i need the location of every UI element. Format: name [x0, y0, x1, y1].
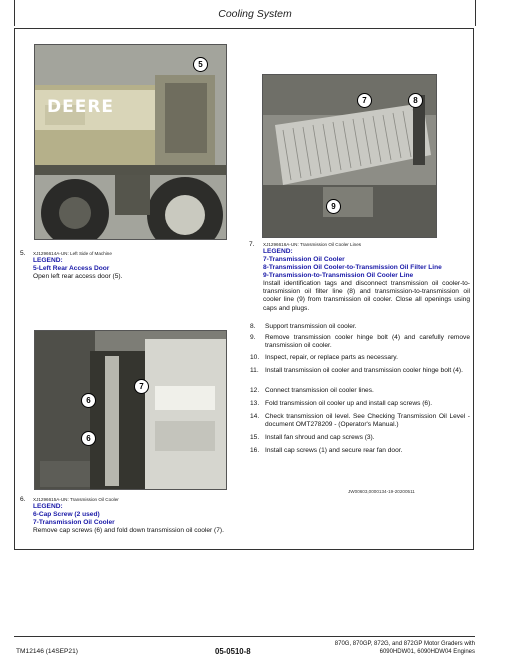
callout-7: 7: [134, 379, 149, 394]
figure-6-legend-title: LEGEND:: [33, 503, 63, 510]
step-number: 8.: [250, 323, 256, 330]
step-text: Inspect, repair, or replace parts as necessary.: [265, 354, 398, 361]
step-number: 9.: [250, 334, 256, 341]
callout-6-upper: 6: [81, 393, 96, 408]
step-number: 15.: [250, 434, 260, 441]
document-reference-code: JW00603,0000134-19-20200511: [348, 489, 415, 494]
figure-6-photo: [34, 330, 227, 490]
footer-manual-id: TM12146 (14SEP21): [16, 648, 78, 655]
page-header-title: Cooling System: [218, 8, 292, 20]
step-number: 10.: [250, 354, 260, 361]
figure-7-legend-item-8: 8-Transmission Oil Cooler-to-Transmission Oil Filter Line: [263, 264, 442, 271]
step-number: 13.: [250, 400, 260, 407]
footer-rule: [14, 636, 475, 637]
figure-6-instruction: Remove cap screws (6) and fold down transmission oil cooler (7).: [33, 527, 224, 534]
figure-7-instruction: Install identification tags and disconnect transmission oil cooler-to-transmission oil filter line (8) and transmission-to-transmission oil cooler line (9) from transmission oil cooler. Close all openings using caps and plugs.: [263, 280, 470, 312]
figure-6-legend-item-7: 7-Transmission Oil Cooler: [33, 519, 115, 526]
callout-6-lower: 6: [81, 431, 96, 446]
figure-7-step-number: 7.: [249, 241, 255, 248]
step-number: 16.: [250, 447, 260, 454]
step-number: 12.: [250, 387, 260, 394]
step-text: Check transmission oil level. See Checking Transmission Oil Level - document OMT278209 - (Operator's Manual.): [265, 413, 470, 429]
step-number: 14.: [250, 413, 260, 420]
figure-7-legend-title: LEGEND:: [263, 248, 293, 255]
step-text: Remove transmission cooler hinge bolt (4) and carefully remove transmission oil cooler.: [265, 334, 470, 350]
figure-6-caption: XJ1296615A-UN: Transmission Oil Cooler: [33, 497, 119, 502]
transmission-cooler-illustration: [35, 331, 227, 490]
figure-5-instruction: Open left rear access door (5).: [33, 273, 123, 280]
footer-product-line-2: 6090HDW01, 6090HDW04 Engines: [379, 649, 475, 655]
figure-5-step-number: 5.: [20, 250, 26, 257]
step-text: Support transmission oil cooler.: [265, 323, 357, 330]
figure-5-caption: XJ1296614A-UN: Left Side of Machine: [33, 251, 112, 256]
step-text: Connect transmission oil cooler lines.: [265, 387, 374, 394]
footer-page-number: 05-0510-8: [215, 647, 251, 656]
step-text: Install cap screws (1) and secure rear fan door.: [265, 447, 403, 454]
step-text: Install fan shroud and cap screws (3).: [265, 434, 375, 441]
figure-7-legend-item-7: 7-Transmission Oil Cooler: [263, 256, 345, 263]
footer-product-info: [300, 640, 475, 656]
step-text: Fold transmission oil cooler up and install cap screws (6).: [265, 400, 433, 407]
step-text: Install transmission oil cooler and transmission cooler hinge bolt (4).: [265, 367, 463, 374]
footer-product-line-1: 870G, 870GP, 872G, and 872GP Motor Graders with: [334, 641, 475, 647]
callout-9: 9: [326, 199, 341, 214]
brand-logo-text: DEERE: [47, 97, 115, 117]
figure-7-photo: [262, 74, 437, 238]
callout-8: 8: [408, 93, 423, 108]
callout-5: 5: [193, 57, 208, 72]
figure-7-caption: XJ1296616A-UN: Transmission Oil Cooler Lines: [263, 242, 362, 247]
figure-5-legend-item: 5-Left Rear Access Door: [33, 265, 110, 272]
step-number: 11.: [250, 367, 259, 374]
figure-5-legend-title: LEGEND:: [33, 257, 63, 264]
figure-6-legend-item-6: 6-Cap Screw (2 used): [33, 511, 100, 518]
figure-5-photo: [34, 44, 227, 240]
callout-7: 7: [357, 93, 372, 108]
figure-6-step-number: 6.: [20, 496, 26, 503]
figure-7-legend-item-9: 9-Transmission-to-Transmission Oil Cooler Line: [263, 272, 414, 279]
machine-side-illustration: [35, 45, 227, 240]
